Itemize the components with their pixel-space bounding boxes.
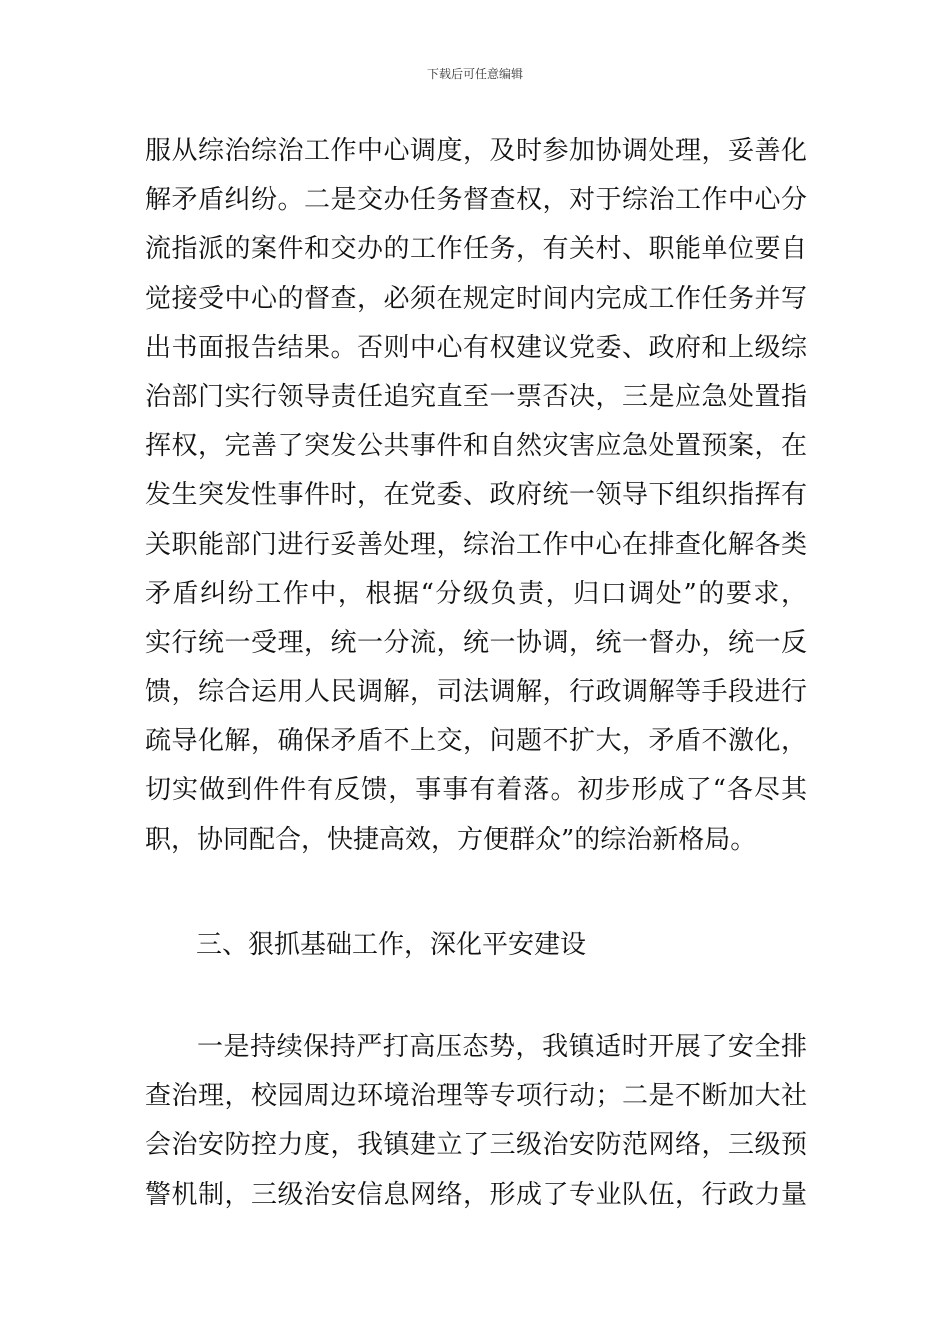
paragraph-line: 会治安防控力度，我镇建立了三级治安防范网络，三级预: [145, 1130, 807, 1161]
paragraph-line: 关职能部门进行妥善处理，综治工作中心在排查化解各类: [145, 529, 807, 560]
paragraph-line: 职，协同配合，快捷高效，方便群众”的综治新格局。: [145, 824, 757, 855]
paragraph-2: [145, 1023, 807, 1220]
paragraph-line: 流指派的案件和交办的工作任务，有关村、职能单位要自: [145, 234, 807, 265]
paragraph-line: 解矛盾纠纷。二是交办任务督查权，对于综治工作中心分: [145, 185, 807, 216]
paragraph-line: 治部门实行领导责任追究直至一票否决，三是应急处置指: [145, 381, 807, 412]
paragraph-1: [145, 127, 807, 865]
paragraph-line: 一是持续保持严打高压态势，我镇适时开展了安全排: [197, 1032, 807, 1062]
paragraph-line: 挥权，完善了突发公共事件和自然灾害应急处置预案，在: [145, 431, 807, 462]
paragraph-line: 实行统一受理，统一分流，统一协调，统一督办，统一反: [145, 627, 807, 658]
paragraph-line: 警机制，三级治安信息网络，形成了专业队伍，行政力量: [145, 1179, 807, 1210]
paragraph-line: 服从综治综治工作中心调度，及时参加协调处理，妥善化: [145, 136, 807, 166]
paragraph-line: 矛盾纠纷工作中，根据“分级负责，归口调处”的要求，: [145, 578, 807, 609]
paragraph-line: 馈，综合运用人民调解，司法调解，行政调解等手段进行: [145, 677, 807, 708]
paragraph-line: 切实做到件件有反馈，事事有着落。初步形成了“各尽其: [145, 775, 807, 806]
paragraph-line: 疏导化解，确保矛盾不上交，问题不扩大，矛盾不激化，: [145, 726, 807, 757]
header-note: 下载后可任意编辑: [426, 67, 523, 81]
paragraph-line: 发生突发性事件时，在党委、政府统一领导下组织指挥有: [145, 480, 807, 511]
paragraph-line: 觉接受中心的督查，必须在规定时间内完成工作任务并写: [145, 283, 807, 314]
section-heading: 三、狠抓基础工作，深化平安建设: [196, 930, 587, 960]
paragraph-line: 查治理，校园周边环境治理等专项行动；二是不断加大社: [145, 1081, 807, 1112]
paragraph-line: 出书面报告结果。否则中心有权建议党委、政府和上级综: [145, 332, 807, 363]
